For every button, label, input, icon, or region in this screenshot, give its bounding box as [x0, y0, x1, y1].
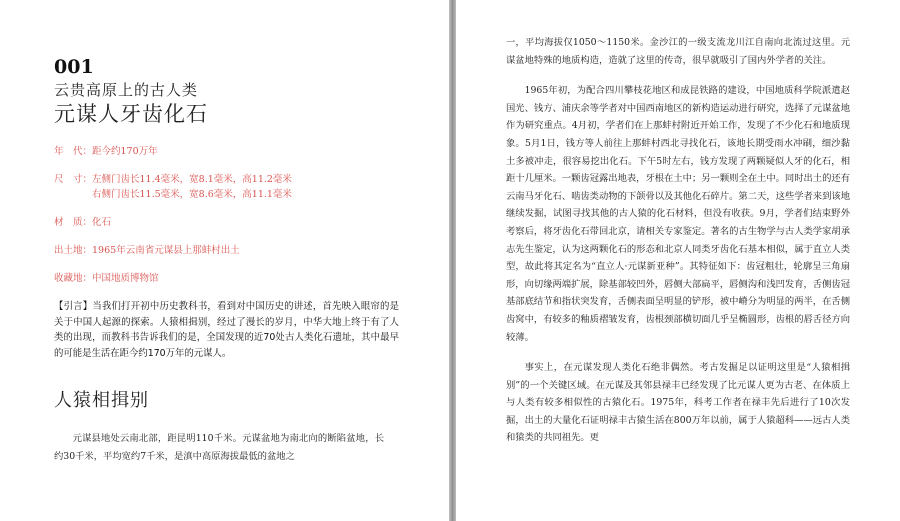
section-heading: 人猿相揖别 [54, 390, 149, 412]
meta-age [54, 144, 419, 159]
intro-paragraph: 【引言】当我们打开初中历史教科书，看到对中国历史的讲述，首先映入眼帘的是关于中国人起源的探索。人猿相揖别，经过了漫长的岁月，中华大地上终于有了人类的出现，而教科书告诉我们的是，全国发现的近70处古人类化石遗址，其中最早的可能是生活在距今约170万年的元谋人。 [54, 301, 399, 359]
meta-size-key: 尺 寸： [54, 174, 93, 185]
meta-size [54, 172, 419, 202]
meta-material-value: 化石 [92, 217, 112, 228]
meta-age-value: 距今约170万年 [92, 146, 158, 157]
meta-size-value-left: 左侧门齿长11.4毫米，宽8.1毫米，高11.2毫米 [92, 174, 292, 185]
right-page [456, 0, 900, 521]
artifact-metadata [54, 144, 419, 286]
body-paragraph-context: 事实上，在元谋发现人类化石绝非偶然。考古发掘足以证明这里是“人猿相揖别”的一个关键区域。在元谋及其邻县禄丰已经发现了比元谋人更为古老、在体质上与人类有较多相似性的古猿化石。1975年，科考工作者在禄丰先后进行了10次发掘，出土的大量化石证明禄丰古猿生活在800万年以前，属于人猿超科——远古人类和猿类的共同祖先。更 [506, 362, 850, 444]
body-paragraph-discovery: 1965年初，为配合四川攀枝花地区和成昆铁路的建设，中国地质科学院派遣赵国光、钱方、浦庆余等学者对中国西南地区的新构造运动进行研究，选择了元谋盆地作为研究重点。4月初，学者们在上那蚌村附近开始工作，发现了不少化石和地质现象。5月1日，钱方等人前往上那蚌村西北寻找化石，该地长期受雨水冲刷，细沙黏土多被冲走，很容易挖出化石。下午5时左右，钱方发现了两颗疑似人牙的化石，相距十几厘米。一颗齿冠露出地表，牙根在土中；另一颗则全在土中。同时出土的还有云南马牙化石、啮齿类动物的下颌骨以及其他化石碎片。第二天，这些学者来到该地继续发掘，试图寻找其他的古人猿的化石材料，但没有收获。9月，学者们结束野外考察后，将牙齿化石带回北京，请相关专家鉴定。著名的古生物学与古人类学家胡承志先生鉴定，认为这两颗化石的形态和北京人同类牙齿化石基本相似，属于直立人类型，故此将其定名为“直立人·元谋新亚种”。其特征如下：齿冠粗壮，轮廓呈三角扇形，向切缘两端扩展，除基部较凹外，唇侧大部扁平，唇侧沟和浅凹发育，舌侧齿冠基部底结节和指状突发育，舌侧表面呈明显的铲形，被中嵴分为明显的两半，在舌侧齿窝中，有较多的釉质褶皱发育，齿根颈部横切面几乎呈椭圆形，齿根的唇舌径方向较薄。 [506, 85, 850, 343]
meta-collection-key: 收藏地： [54, 273, 93, 284]
body-paragraph-continued: 一，平均海拔仅1050～1150米。金沙江的一级支流龙川江自南向北流过这里。元谋盆地特殊的地质构造，造就了这里的传奇，很早就吸引了国内外学者的关注。 [506, 37, 850, 66]
meta-material [54, 215, 419, 230]
meta-material-key: 材 质： [54, 217, 93, 228]
meta-age-key: 年 代： [54, 146, 93, 157]
article-title: 元谋人牙齿化石 [54, 102, 208, 126]
body-paragraph: 元谋县地处云南北部，距昆明110千米。元谋盆地为南北向的断陷盆地，长约30千米，平均宽约7千米，是滇中高原海拔最低的盆地之 [54, 433, 384, 462]
meta-collection [54, 271, 419, 286]
article-number: 001 [54, 56, 94, 78]
left-page [0, 0, 449, 521]
meta-collection-value: 中国地质博物馆 [92, 273, 159, 284]
book-spine-divider [449, 0, 456, 521]
article-subtitle: 云贵高原上的古人类 [54, 81, 199, 99]
meta-origin-value: 1965年云南省元谋县上那蚌村出土 [92, 245, 240, 256]
meta-size-value-right: 右侧门齿长11.5毫米，宽8.6毫米，高11.1毫米 [92, 189, 292, 200]
meta-origin-key: 出土地： [54, 245, 93, 256]
meta-origin [54, 243, 419, 258]
